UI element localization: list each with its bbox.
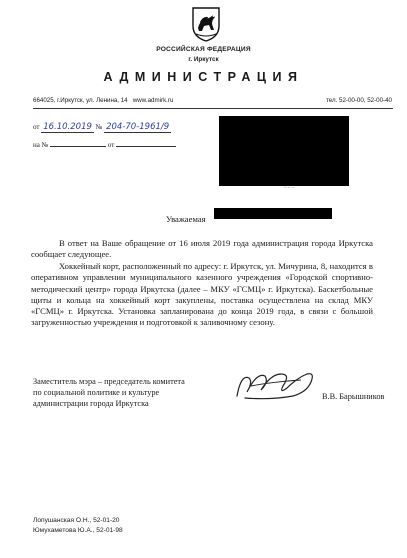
- website-link: www.admirk.ru: [132, 97, 174, 104]
- number-prefix: №: [95, 123, 103, 131]
- reference-from: от: [107, 141, 115, 149]
- reference-prefix: на №: [33, 141, 49, 149]
- date-prefix: от: [33, 123, 40, 131]
- reference-number-blank: [50, 138, 106, 147]
- greeting-line: [166, 214, 206, 224]
- executor: Юмухаметова Ю.А., 52-01-98: [33, 527, 123, 534]
- header-divider: [33, 108, 393, 109]
- page-title: АДМИНИСТРАЦИЯ: [103, 70, 304, 84]
- redaction-mark: ‒ ‒ ‒: [284, 186, 294, 191]
- signatory-position: [33, 376, 253, 409]
- registration-date: 16.10.2019: [43, 122, 92, 132]
- greeting: Уважаемая: [166, 214, 206, 224]
- address-line: [33, 97, 173, 104]
- reference-date-blank: [116, 138, 176, 147]
- reference-line: [33, 138, 176, 149]
- redacted-addressee: [219, 116, 349, 186]
- city-coat-of-arms-icon: [190, 6, 222, 42]
- position-line: администрации города Иркутска: [33, 399, 149, 408]
- registration-line: [33, 122, 171, 132]
- executor: Лопушанская О.Н., 52-01-20: [33, 517, 120, 524]
- city-label: г. Иркутск: [188, 56, 219, 63]
- phones: тел. 52-00-00, 52-00-40: [325, 97, 392, 104]
- signatory-name: В.В. Барышников: [322, 392, 385, 401]
- position-line: Заместитель мэра – председатель комитета: [33, 377, 185, 386]
- registration-number: 204-70-1961/9: [106, 122, 170, 132]
- position-line: по социальной политике и культуре: [33, 388, 160, 397]
- handwritten-signature: [231, 368, 331, 404]
- redacted-name: [214, 208, 332, 219]
- federation-label: РОССИЙСКАЯ ФЕДЕРАЦИЯ: [156, 46, 251, 53]
- executors: [33, 516, 123, 536]
- postal-address: 664025, г.Иркутск, ул. Ленина, 14: [33, 97, 128, 104]
- paragraph-intro: В ответ на Ваше обращение от 16 июля 2019 года администрация города Иркутска сообщает следующее.: [31, 238, 373, 260]
- paragraph-main: Хоккейный корт, расположенный по адресу: г. Иркутск, ул. Мичурина, 8, находится в оперативном управлении муниципального казенного учреждения «Городской спортивно-методический центр» города Иркутска (далее – МКУ «ГСМЦ» г. Иркутска). Баскетбольные щиты и кольца на хоккейный корт закуплены, поставка осуществлена на склад МКУ «ГСМЦ» г. Иркутска. Установка запланирована до конца 2019 года, в связи с большой загруженностью учреждения и подготовкой к заливочному сезону.: [31, 261, 373, 328]
